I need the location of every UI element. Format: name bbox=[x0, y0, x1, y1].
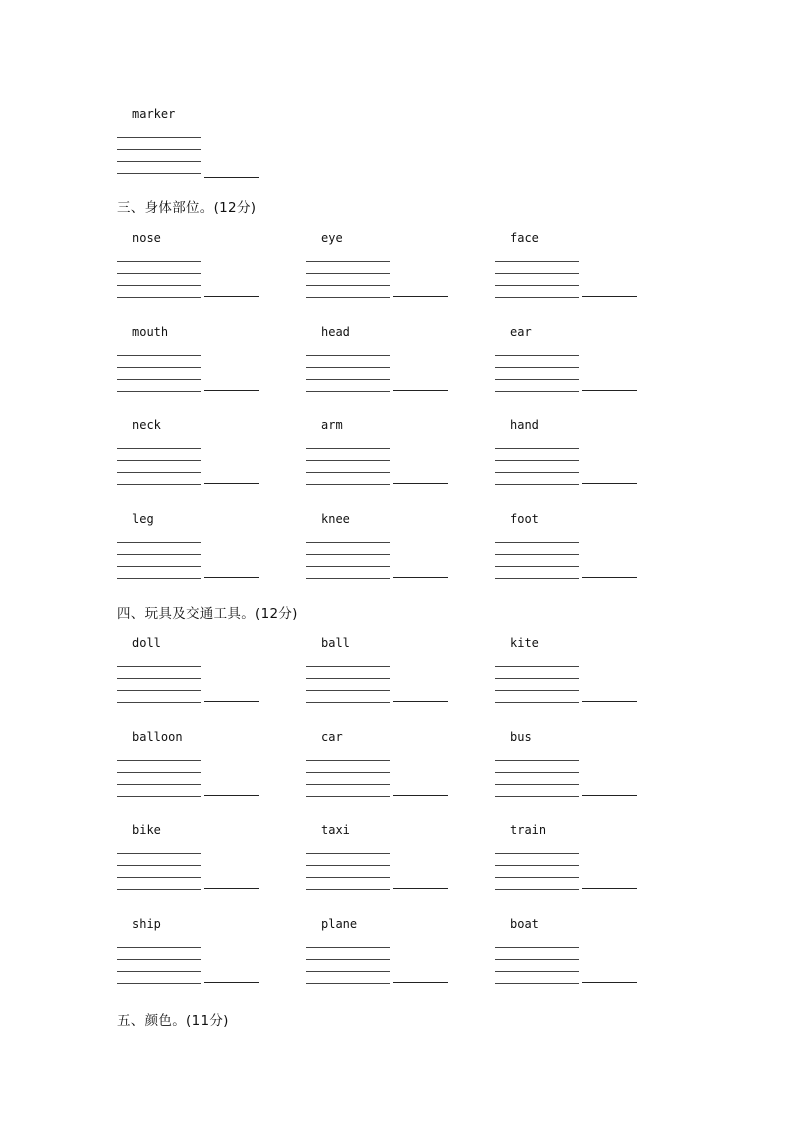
answer-blank[interactable] bbox=[393, 483, 448, 484]
word-item bbox=[306, 636, 456, 706]
word-label: leg bbox=[132, 511, 154, 526]
word-item bbox=[306, 823, 456, 893]
word-label: doll bbox=[132, 636, 161, 650]
word-item bbox=[495, 917, 645, 987]
answer-blank[interactable] bbox=[204, 795, 259, 796]
word-label: ship bbox=[132, 916, 161, 931]
word-item bbox=[117, 231, 267, 301]
answer-blank[interactable] bbox=[582, 982, 637, 983]
word-item bbox=[495, 730, 645, 800]
word-item bbox=[117, 512, 267, 582]
word-label: nose bbox=[132, 231, 161, 245]
word-label: mouth bbox=[132, 324, 169, 339]
answer-blank[interactable] bbox=[204, 888, 259, 889]
answer-blank[interactable] bbox=[204, 177, 259, 178]
word-item bbox=[117, 418, 267, 488]
word-label: head bbox=[321, 324, 350, 339]
word-item bbox=[306, 730, 456, 800]
word-label: neck bbox=[132, 418, 161, 432]
word-label: hand bbox=[510, 418, 539, 432]
answer-blank[interactable] bbox=[582, 390, 637, 391]
word-item bbox=[306, 418, 456, 488]
word-label: bike bbox=[132, 823, 161, 837]
word-label: train bbox=[510, 823, 547, 837]
word-item bbox=[117, 823, 267, 893]
word-label: knee bbox=[321, 511, 350, 526]
word-label: foot bbox=[510, 511, 539, 526]
answer-blank[interactable] bbox=[204, 701, 259, 702]
word-label: balloon bbox=[132, 729, 183, 744]
word-label: kite bbox=[510, 636, 539, 650]
answer-blank[interactable] bbox=[204, 390, 259, 391]
answer-blank[interactable] bbox=[393, 982, 448, 983]
section-title-toys-transport: 四、玩具及交通工具。(12分) bbox=[117, 606, 298, 622]
answer-blank[interactable] bbox=[393, 296, 448, 297]
word-label: boat bbox=[510, 916, 539, 931]
word-item bbox=[117, 730, 267, 800]
word-item bbox=[495, 325, 645, 395]
answer-blank[interactable] bbox=[582, 795, 637, 796]
word-item bbox=[306, 231, 456, 301]
answer-blank[interactable] bbox=[393, 795, 448, 796]
answer-blank[interactable] bbox=[393, 888, 448, 889]
word-item bbox=[117, 917, 267, 987]
word-label: car bbox=[321, 729, 343, 744]
answer-blank[interactable] bbox=[582, 577, 637, 578]
word-item bbox=[117, 636, 267, 706]
word-label: arm bbox=[321, 418, 343, 432]
word-item bbox=[495, 823, 645, 893]
word-item bbox=[117, 325, 267, 395]
word-item bbox=[495, 418, 645, 488]
answer-blank[interactable] bbox=[204, 577, 259, 578]
answer-blank[interactable] bbox=[393, 390, 448, 391]
section-title-body-parts: 三、身体部位。(12分) bbox=[117, 200, 257, 216]
word-label: eye bbox=[321, 231, 343, 245]
answer-blank[interactable] bbox=[582, 888, 637, 889]
word-label: plane bbox=[321, 916, 358, 931]
word-label: marker bbox=[132, 107, 176, 121]
answer-blank[interactable] bbox=[204, 296, 259, 297]
answer-blank[interactable] bbox=[582, 483, 637, 484]
word-item bbox=[306, 917, 456, 987]
answer-blank[interactable] bbox=[393, 577, 448, 578]
answer-blank[interactable] bbox=[204, 483, 259, 484]
word-label: face bbox=[510, 231, 539, 245]
word-item bbox=[495, 636, 645, 706]
answer-blank[interactable] bbox=[582, 701, 637, 702]
word-item-marker bbox=[117, 107, 267, 177]
word-label: taxi bbox=[321, 823, 350, 837]
word-item bbox=[306, 512, 456, 582]
word-label: bus bbox=[510, 729, 532, 744]
word-item bbox=[495, 512, 645, 582]
answer-blank[interactable] bbox=[582, 296, 637, 297]
section-title-colors: 五、颜色。(11分) bbox=[117, 1013, 229, 1029]
word-item bbox=[306, 325, 456, 395]
word-label: ball bbox=[321, 636, 350, 650]
answer-blank[interactable] bbox=[204, 982, 259, 983]
answer-blank[interactable] bbox=[393, 701, 448, 702]
word-item bbox=[495, 231, 645, 301]
word-label: ear bbox=[510, 324, 532, 339]
